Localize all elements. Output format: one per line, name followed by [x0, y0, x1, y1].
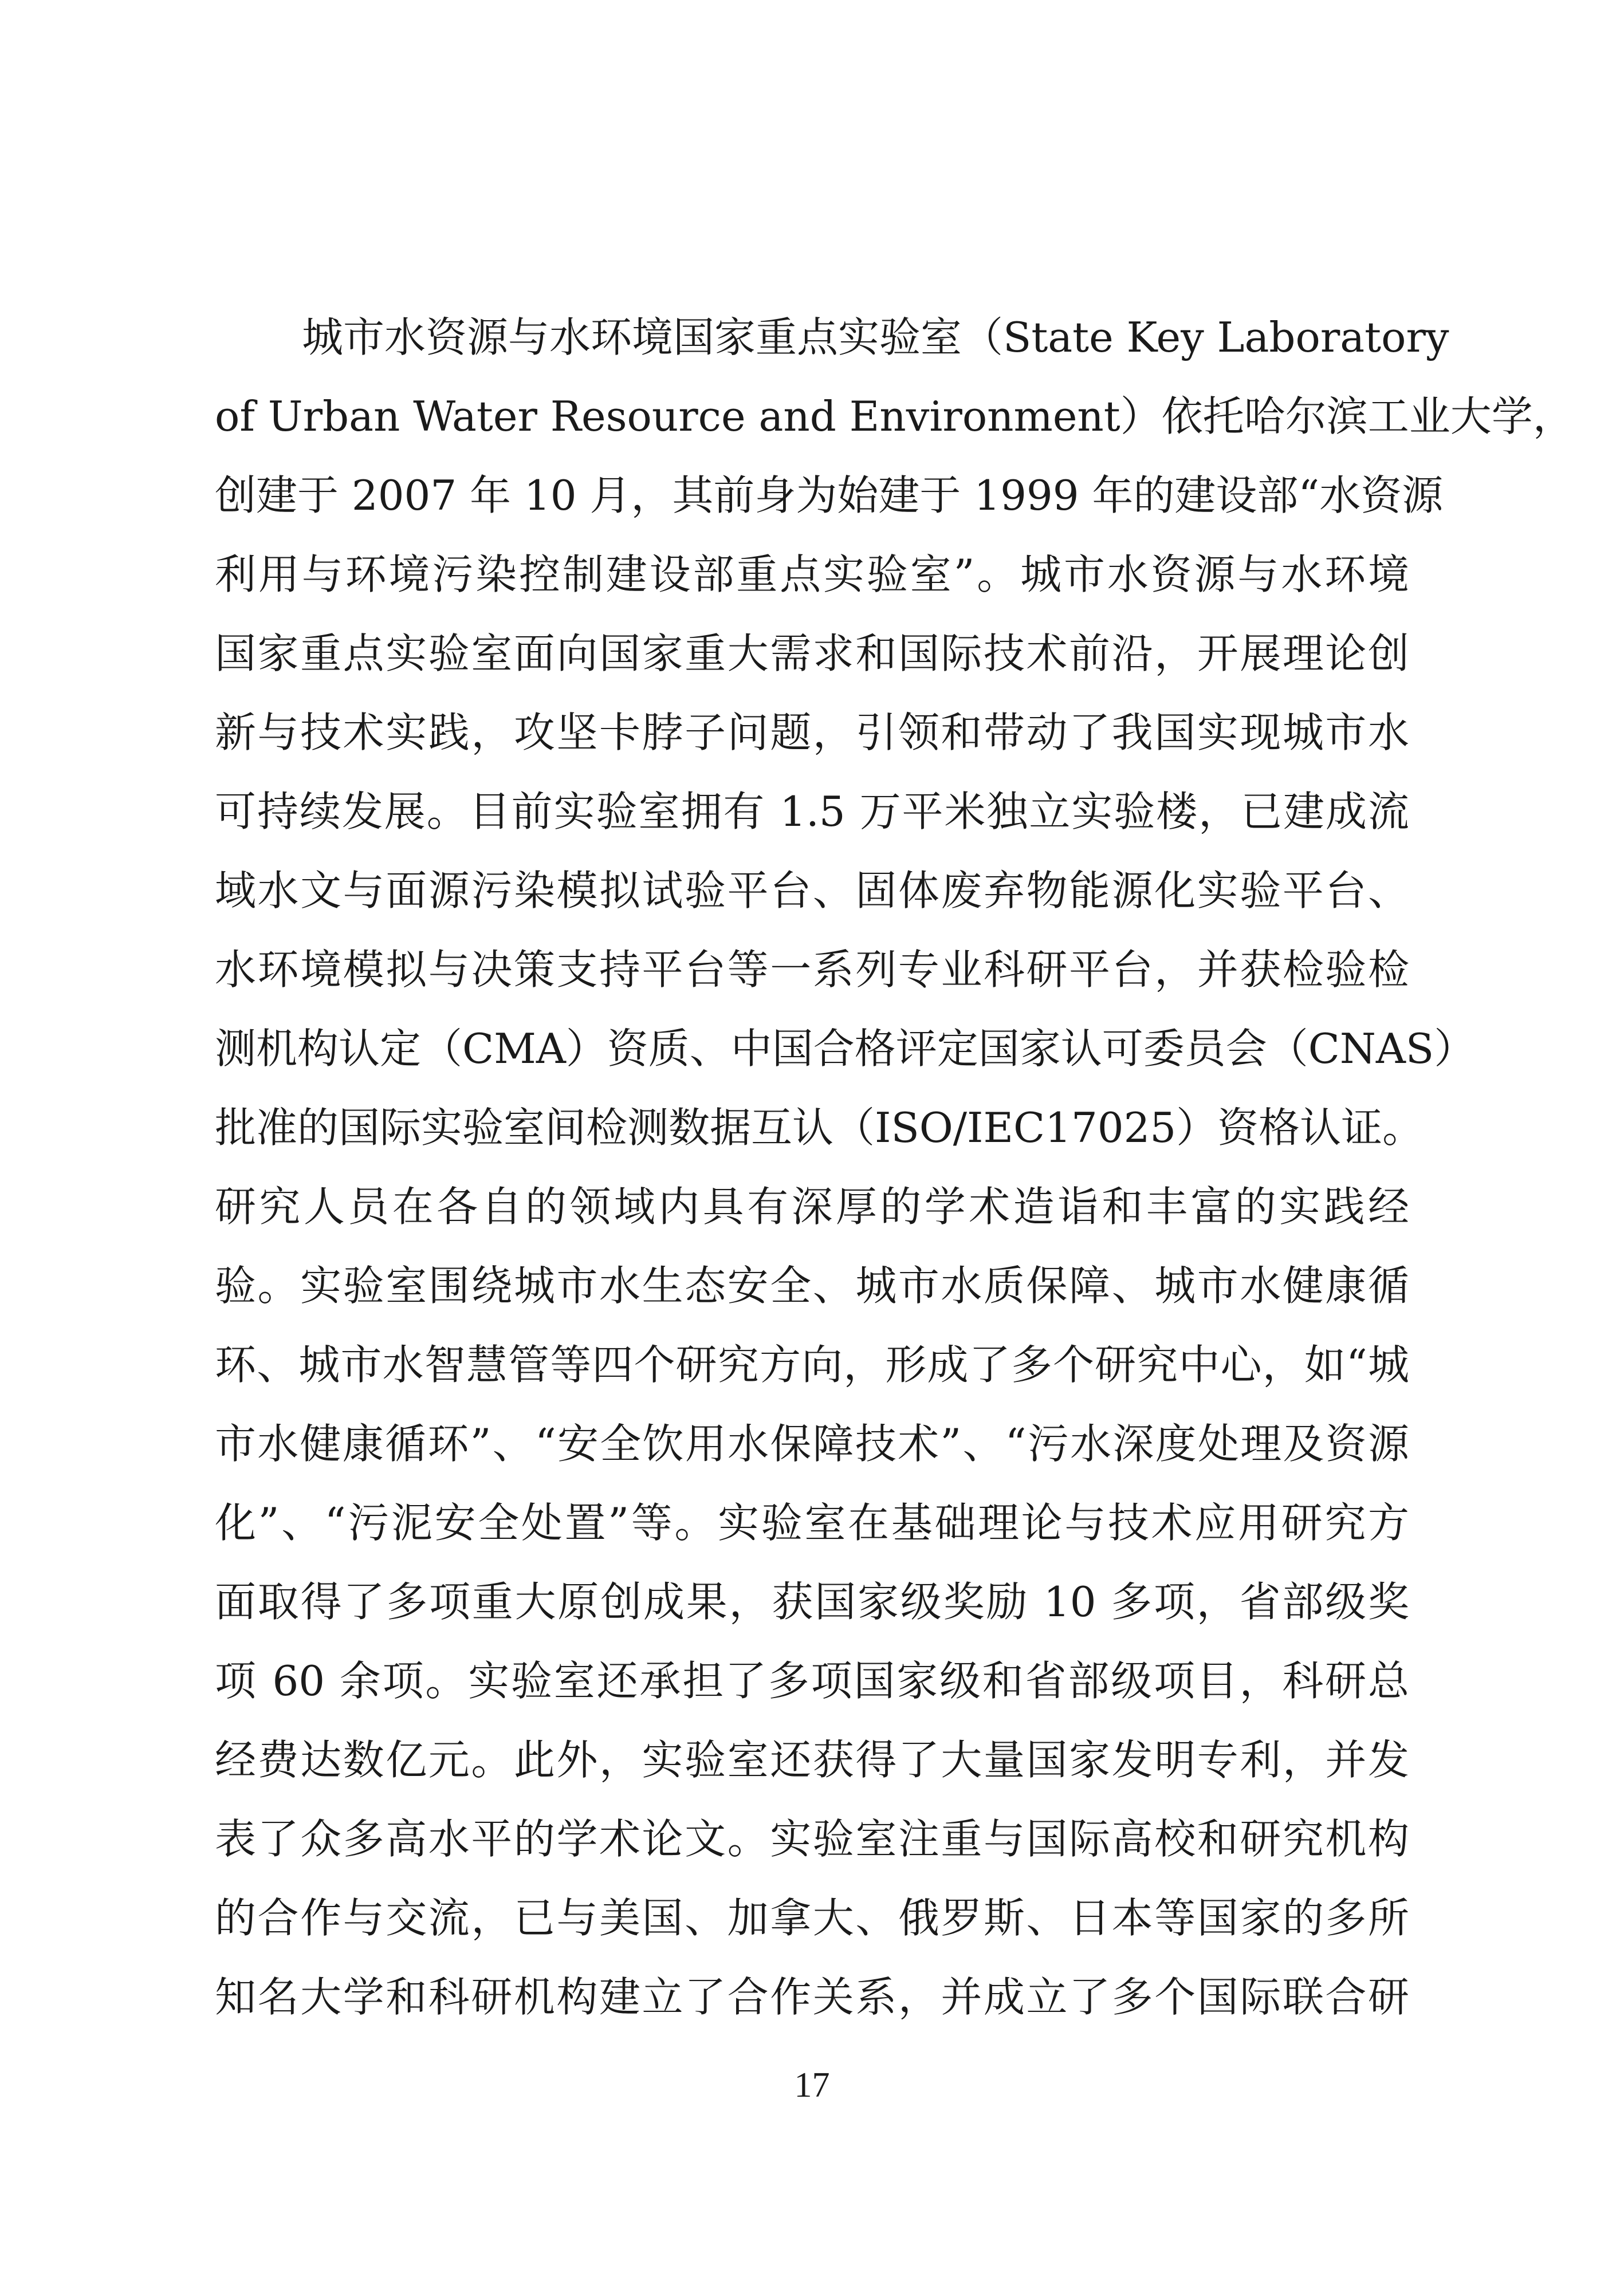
paragraph-line: 国家重点实验室面向国家重大需求和国际技术前沿，开展理论创 [215, 629, 1409, 678]
paragraph-line: 新与技术实践，攻坚卡脖子问题，引领和带动了我国实现城市水 [215, 708, 1409, 757]
paragraph-line: 域水文与面源污染模拟试验平台、固体废弃物能源化实验平台、 [215, 867, 1409, 915]
paragraph-line: 经费达数亿元。此外，实验室还获得了大量国家发明专利，并发 [215, 1736, 1409, 1784]
page-number: 17 [794, 2066, 830, 2105]
paragraph-line: 研究人员在各自的领域内具有深厚的学术造诣和丰富的实践经 [215, 1183, 1409, 1231]
paragraph-line: 环、城市水智慧管等四个研究方向，形成了多个研究中心，如“城 [215, 1341, 1409, 1389]
paragraph-line: 市水健康循环”、“安全饮用水保障技术”、“污水深度处理及资源 [215, 1420, 1409, 1468]
paragraph-line: 测机构认定（CMA）资质、中国合格评定国家认可委员会（CNAS） [215, 1025, 1476, 1073]
paragraph-line: 项 60 余项。实验室还承担了多项国家级和省部级项目，科研总 [215, 1657, 1409, 1705]
paragraph-line: 创建于 2007 年 10 月，其前身为始建于 1999 年的建设部“水资源 [215, 471, 1444, 519]
paragraph-line: 城市水资源与水环境国家重点实验室（State Key Laboratory [302, 313, 1449, 361]
paragraph-line: 知名大学和科研机构建立了合作关系，并成立了多个国际联合研 [215, 1973, 1409, 2021]
paragraph-line: 水环境模拟与决策支持平台等一系列专业科研平台，并获检验检 [215, 946, 1409, 994]
body-paragraph [215, 298, 1574, 2037]
paragraph-line: 表了众多高水平的学术论文。实验室注重与国际高校和研究机构 [215, 1815, 1409, 1863]
paragraph-line: 化”、“污泥安全处置”等。实验室在基础理论与技术应用研究方 [215, 1499, 1409, 1547]
paragraph-line: 批准的国际实验室间检测数据互认（ISO/IEC17025）资格认证。 [215, 1104, 1424, 1152]
paragraph-line: 可持续发展。目前实验室拥有 1.5 万平米独立实验楼，已建成流 [215, 787, 1409, 836]
paragraph-line: 面取得了多项重大原创成果，获国家级奖励 10 多项，省部级奖 [215, 1578, 1409, 1626]
paragraph-line: 的合作与交流，已与美国、加拿大、俄罗斯、日本等国家的多所 [215, 1894, 1409, 1942]
paragraph-line: of Urban Water Resource and Environment）依托哈尔滨工业大学， [215, 392, 1574, 440]
paragraph-line: 利用与环境污染控制建设部重点实验室”。城市水资源与水环境 [215, 550, 1409, 598]
paragraph-line: 验。实验室围绕城市水生态安全、城市水质保障、城市水健康循 [215, 1262, 1409, 1310]
